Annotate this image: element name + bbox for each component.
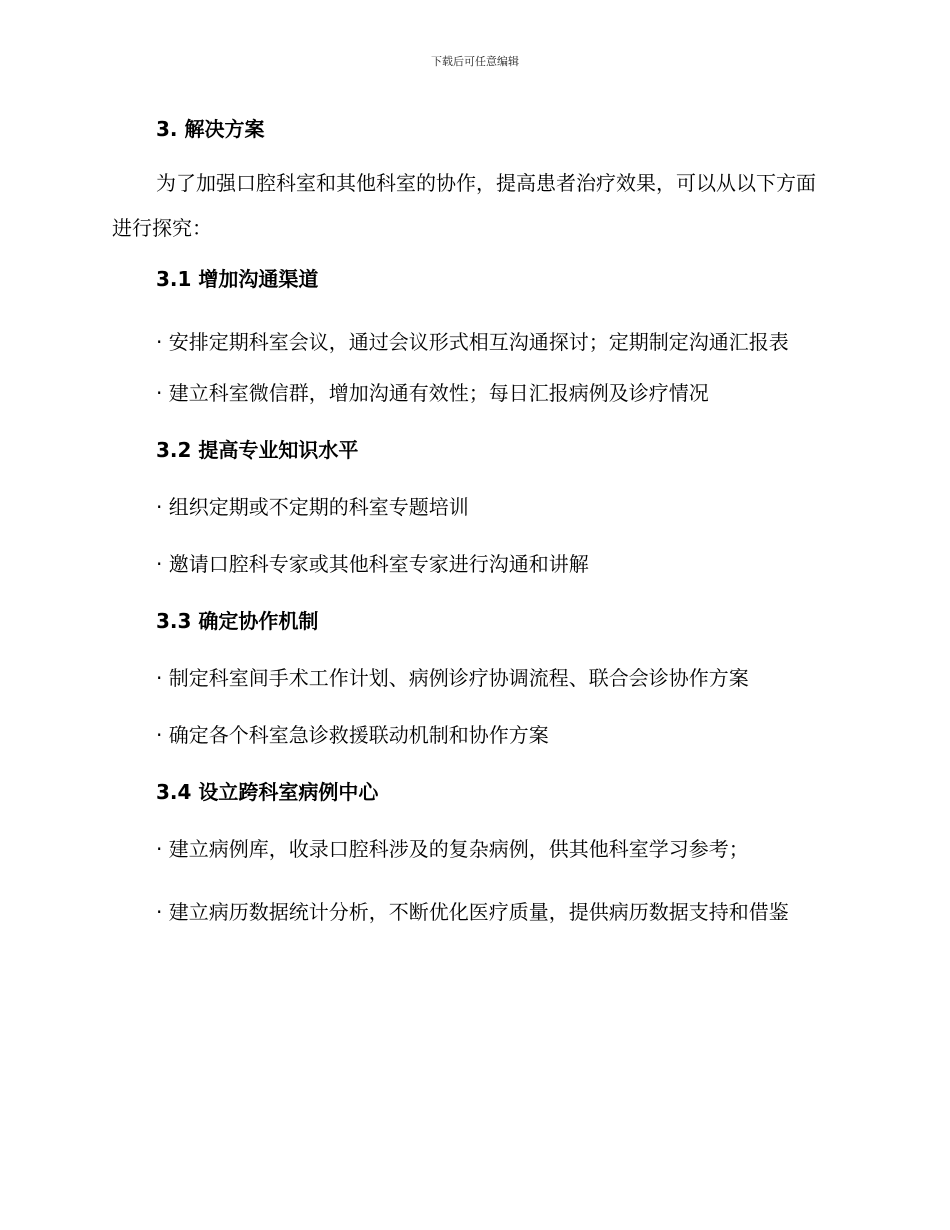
bullet-3-2-1: · 组织定期或不定期的科室专题培训 [156,495,469,519]
document-body [112,113,832,947]
bullet-3-1-1: · 安排定期科室会议，通过会议形式相互沟通探讨；定期制定沟通汇报表 [156,330,789,354]
bullet-3-2-2: · 邀请口腔科专家或其他科室专家进行沟通和讲解 [156,552,589,576]
bullet-3-1-2: · 建立科室微信群，增加沟通有效性；每日汇报病例及诊疗情况 [156,381,709,405]
intro-paragraph: 为了加强口腔科室和其他科室的协作，提高患者治疗效果，可以从以下方面进行探究： [112,171,816,240]
bullet-3-3-1: · 制定科室间手术工作计划、病例诊疗协调流程、联合会诊协作方案 [156,666,749,690]
bullet-3-4-2: · 建立病历数据统计分析，不断优化医疗质量，提供病历数据支持和借鉴 [156,900,789,924]
subsection-heading-3-4: 3.4 设立跨科室病例中心 [156,780,379,804]
subsection-heading-3-1: 3.1 增加沟通渠道 [156,267,319,291]
subsection-heading-3-3: 3.3 确定协作机制 [156,609,319,633]
section-title: 3. 解决方案 [156,117,265,141]
bullet-3-4-1: · 建立病例库，收录口腔科涉及的复杂病例，供其他科室学习参考； [156,837,749,861]
bullet-3-3-2: · 确定各个科室急诊救援联动机制和协作方案 [156,723,549,747]
subsection-heading-3-2: 3.2 提高专业知识水平 [156,438,359,462]
page-header: 下载后可任意编辑 [431,55,519,68]
